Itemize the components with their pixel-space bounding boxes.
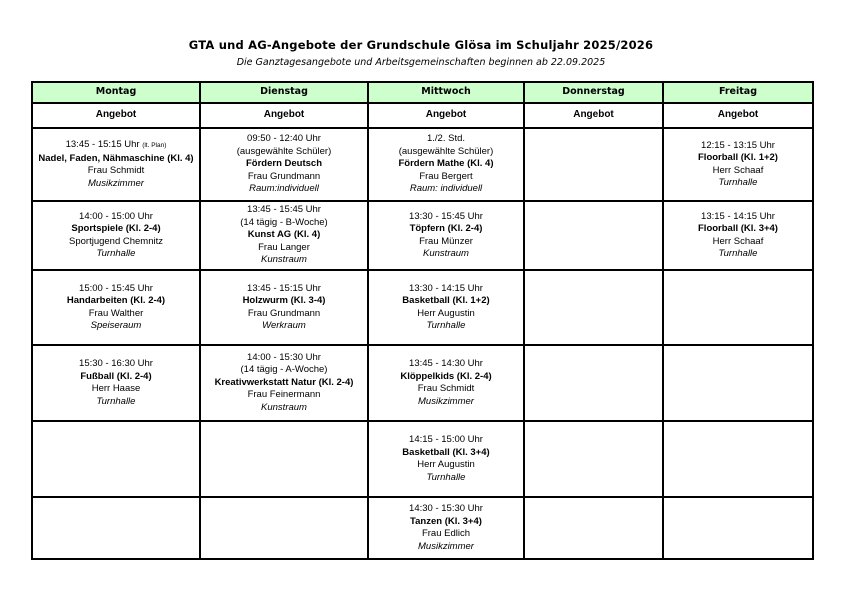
offer-time-note: (lt. Plan) (142, 142, 167, 149)
offer-teacher: Frau Grundmann (247, 307, 321, 319)
empty-cell (32, 421, 200, 497)
offer-name: Kunst AG (Kl. 4) (247, 229, 321, 241)
offer-room: Kunstraum (261, 401, 307, 413)
offer-teacher: Frau Schmidt (417, 383, 475, 394)
empty-cell (524, 201, 663, 270)
day-header-wednesday: Mittwoch (368, 82, 524, 103)
schedule-table (31, 81, 814, 560)
offer-header-tuesday: Angebot (200, 103, 368, 128)
offer-cell (368, 497, 524, 559)
offer-name: Töpfern (Kl. 2-4) (409, 223, 483, 234)
offer-time: 14:00 - 15:30 Uhr (247, 351, 321, 363)
offer-note: (ausgewählte Schüler) (398, 145, 494, 157)
offer-cell (368, 270, 524, 345)
offer-cell (200, 128, 368, 201)
empty-cell (200, 421, 368, 497)
offer-time: 13:30 - 14:15 Uhr (409, 282, 483, 294)
offer-teacher: Herr Augustin (417, 459, 475, 470)
day-header-thursday: Donnerstag (524, 82, 663, 103)
offer-name: Fördern Deutsch (245, 158, 322, 170)
offer-name: Fördern Mathe (Kl. 4) (398, 158, 494, 170)
offer-room: Musikzimmer (418, 540, 474, 552)
offer-teacher: Frau Münzer (419, 235, 473, 247)
offer-note: (14 tägig - B-Woche) (240, 216, 328, 228)
offer-name: Fußball (Kl. 2-4) (80, 370, 152, 382)
offer-time: 15:00 - 15:45 Uhr (79, 282, 153, 294)
empty-cell (663, 345, 813, 421)
offer-teacher: Frau Feinermann (247, 389, 321, 401)
table-row (32, 497, 813, 559)
empty-cell (663, 270, 813, 345)
offer-name: Kreativwerkstatt Natur (Kl. 2-4) (214, 376, 354, 388)
offer-time: 13:45 - 15:45 Uhr (247, 204, 321, 216)
offer-time: 13:15 - 14:15 Uhr (701, 210, 775, 222)
offer-cell (368, 201, 524, 270)
empty-cell (524, 128, 663, 201)
offer-teacher: Frau Schmidt (87, 165, 145, 176)
offer-cell (32, 128, 200, 201)
offer-room: Kunstraum (261, 254, 307, 266)
offer-room: Werkraum (262, 320, 306, 331)
offer-cell (32, 345, 200, 421)
offer-header-wednesday: Angebot (368, 103, 524, 128)
offer-room: Turnhalle (426, 471, 466, 483)
offer-teacher: Herr Schaaf (712, 164, 764, 176)
page-title: GTA und AG-Angebote der Grundschule Glösa im Schuljahr 2025/2026 (188, 38, 654, 52)
empty-cell (200, 497, 368, 559)
empty-cell (663, 421, 813, 497)
offer-time: 14:30 - 15:30 Uhr (409, 503, 483, 514)
offer-cell (368, 128, 524, 201)
offer-teacher: Frau Grundmann (247, 170, 321, 182)
offer-name: Floorball (Kl. 1+2) (698, 152, 778, 163)
offer-name: Handarbeiten (Kl. 2-4) (66, 295, 166, 306)
offer-time: 13:45 - 15:15 Uhr (247, 282, 321, 294)
offer-room: Raum: individuell (409, 183, 483, 195)
table-row (32, 270, 813, 345)
offer-room: Raum:individuell (249, 183, 319, 195)
offer-room: Musikzimmer (88, 177, 144, 189)
day-header-row (32, 82, 813, 103)
offer-teacher: Frau Bergert (419, 170, 473, 182)
offer-time: 09:50 - 12:40 Uhr (247, 133, 321, 145)
offer-header-monday: Angebot (32, 103, 200, 128)
offer-header-friday: Angebot (663, 103, 813, 128)
day-header-tuesday: Dienstag (200, 82, 368, 103)
offer-cell (663, 201, 813, 270)
empty-cell (663, 497, 813, 559)
offer-cell (200, 270, 368, 345)
offer-time: 14:15 - 15:00 Uhr (409, 434, 483, 445)
offer-note: (14 tägig - A-Woche) (240, 364, 328, 376)
offer-teacher: Frau Langer (258, 241, 310, 253)
offer-teacher: Herr Schaaf (712, 235, 764, 247)
offer-name: Basketball (Kl. 3+4) (402, 446, 490, 458)
offer-name: Basketball (Kl. 1+2) (402, 295, 490, 306)
offer-cell (200, 201, 368, 270)
offer-teacher: Frau Walther (88, 307, 144, 319)
offer-header-row (32, 103, 813, 128)
offer-name: Nadel, Faden, Nähmaschine (Kl. 4) (38, 152, 194, 164)
offer-name: Sportspiele (Kl. 2-4) (71, 223, 161, 234)
offer-teacher: Sportjugend Chemnitz (69, 235, 163, 247)
offer-room: Speiseraum (90, 320, 142, 331)
offer-cell (32, 270, 200, 345)
offer-room: Turnhalle (96, 395, 136, 407)
offer-name: Klöppelkids (Kl. 2-4) (400, 370, 492, 382)
offer-cell (663, 128, 813, 201)
day-header-monday: Montag (32, 82, 200, 103)
table-row (32, 201, 813, 270)
offer-time: 15:30 - 16:30 Uhr (79, 358, 153, 369)
offer-header-thursday: Angebot (524, 103, 663, 128)
empty-cell (524, 345, 663, 421)
table-row (32, 421, 813, 497)
offer-time: 13:30 - 15:45 Uhr (409, 210, 483, 222)
empty-cell (524, 497, 663, 559)
offer-room: Turnhalle (426, 320, 466, 331)
offer-name: Holzwurm (Kl. 3-4) (242, 295, 326, 306)
offer-cell (32, 201, 200, 270)
table-row (32, 128, 813, 201)
offer-room: Turnhalle (718, 177, 758, 188)
offer-room: Turnhalle (96, 248, 136, 259)
offer-cell (200, 345, 368, 421)
offer-time: 13:45 - 14:30 Uhr (409, 358, 483, 369)
page-subtitle: Die Ganztagesangebote und Arbeitsgemeinschaften beginnen ab 22.09.2025 (236, 57, 606, 68)
offer-teacher: Herr Augustin (417, 307, 475, 319)
offer-teacher: Frau Edlich (421, 528, 471, 539)
offer-room: Turnhalle (718, 248, 758, 259)
offer-time: 13:45 - 15:15 Uhr (65, 139, 140, 150)
offer-room: Kunstraum (423, 248, 469, 259)
empty-cell (32, 497, 200, 559)
offer-teacher: Herr Haase (91, 383, 141, 394)
day-header-friday: Freitag (663, 82, 813, 103)
offer-cell (368, 345, 524, 421)
offer-time: 14:00 - 15:00 Uhr (79, 210, 153, 222)
offer-cell (368, 421, 524, 497)
offer-time: 1./2. Std. (426, 133, 466, 145)
offer-time: 12:15 - 13:15 Uhr (701, 139, 775, 151)
offer-name: Tanzen (Kl. 3+4) (410, 515, 482, 527)
offer-note: (ausgewählte Schüler) (236, 145, 332, 157)
offer-room: Musikzimmer (418, 395, 474, 407)
table-row (32, 345, 813, 421)
empty-cell (524, 421, 663, 497)
empty-cell (524, 270, 663, 345)
offer-name: Floorball (Kl. 3+4) (698, 223, 778, 234)
